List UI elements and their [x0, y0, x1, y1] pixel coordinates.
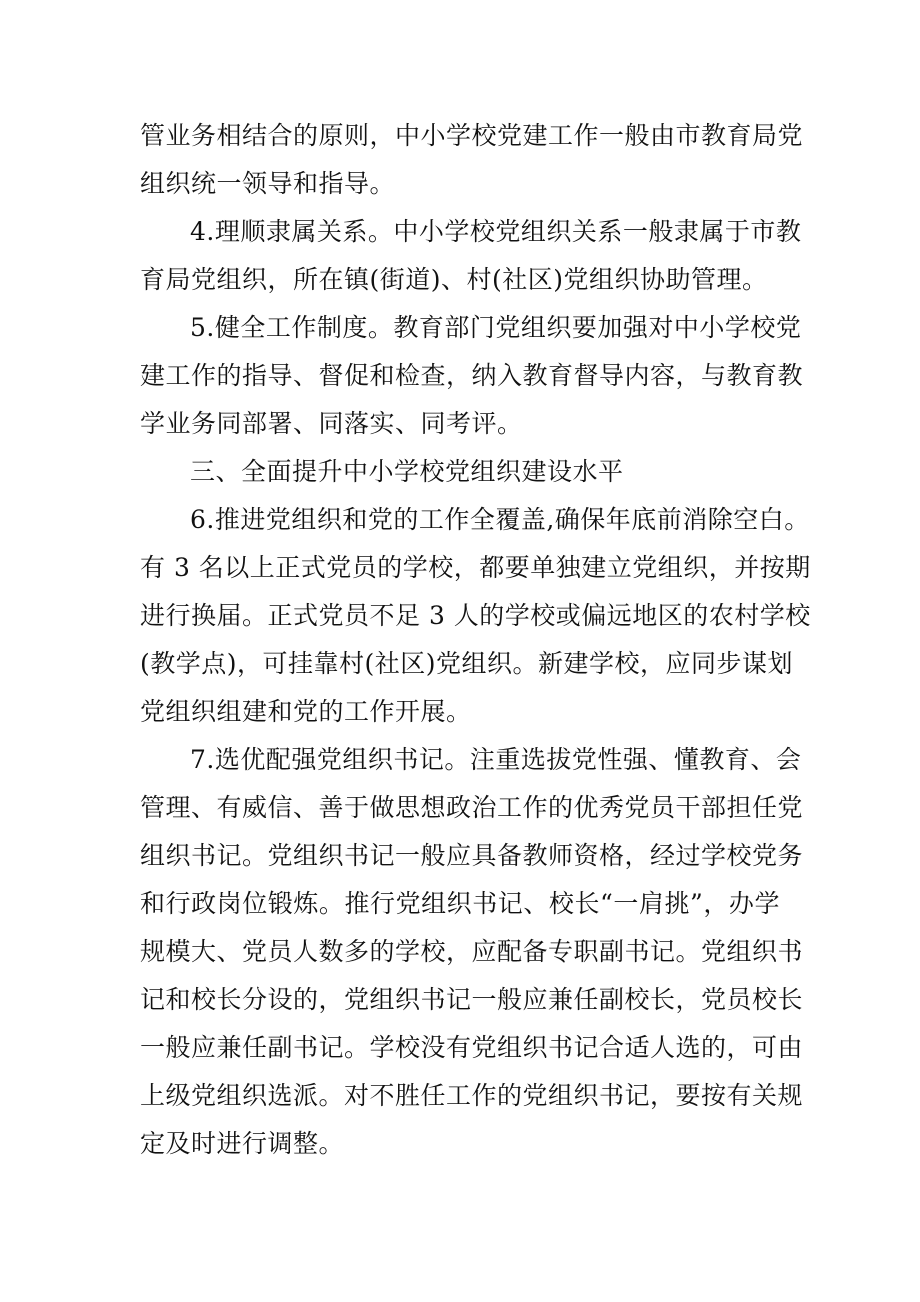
section-heading-text: 三、全面提升中小学校党组织建设水平 [190, 457, 624, 486]
text-line: 6.推进党组织和党的工作全覆盖,确保年底前消除空白。 [190, 505, 810, 534]
text-line: 4.理顺隶属关系。中小学校党组织关系一般隶属于市教 [190, 217, 802, 246]
paragraph-item-4 [140, 208, 802, 304]
text-line: 规模大、党员人数多的学校，应配备专职副书记。党组织书 [140, 937, 804, 966]
text-line: 记和校长分设的，党组织书记一般应兼任副校长，党员校长 [140, 985, 804, 1014]
paragraph-intro [140, 112, 804, 208]
text-line: 组织书记。党组织书记一般应具备教师资格，经过学校党务 [140, 841, 804, 870]
text-line: 育局党组织，所在镇(街道)、村(社区)党组织协助管理。 [140, 265, 768, 294]
text-line: (教学点)，可挂靠村(社区)党组织。新建学校，应同步谋划 [140, 649, 794, 678]
document-page [140, 112, 811, 1168]
text-line: 组织统一领导和指导。 [140, 169, 396, 198]
paragraph-item-6 [140, 496, 811, 736]
text-line: 一般应兼任副书记。学校没有党组织书记合适人选的，可由 [140, 1033, 804, 1062]
paragraph-item-5 [140, 304, 804, 448]
text-line: 建工作的指导、督促和检查，纳入教育督导内容，与教育教 [140, 361, 804, 390]
text-line: 管理、有威信、善于做思想政治工作的优秀党员干部担任党 [140, 793, 804, 822]
text-line: 进行换届。正式党员不足 3 人的学校或偏远地区的农村学校 [140, 601, 811, 630]
paragraph-item-7 [140, 736, 804, 1168]
section-heading-3 [140, 448, 780, 496]
text-line: 管业务相结合的原则，中小学校党建工作一般由市教育局党 [140, 121, 804, 150]
text-line: 学业务同部署、同落实、同考评。 [140, 409, 523, 438]
text-line: 有 3 名以上正式党员的学校，都要单独建立党组织，并按期 [140, 553, 811, 582]
text-line: 党组织组建和党的工作开展。 [140, 697, 472, 726]
text-line: 7.选优配强党组织书记。注重选拔党性强、懂教育、会 [190, 745, 802, 774]
text-line: 定及时进行调整。 [140, 1129, 345, 1158]
text-line: 5.健全工作制度。教育部门党组织要加强对中小学校党 [190, 313, 802, 342]
text-line: 上级党组织选派。对不胜任工作的党组织书记，要按有关规 [140, 1081, 804, 1110]
text-line: 和行政岗位锻炼。推行党组织书记、校长“一肩挑”，办学 [140, 889, 780, 918]
